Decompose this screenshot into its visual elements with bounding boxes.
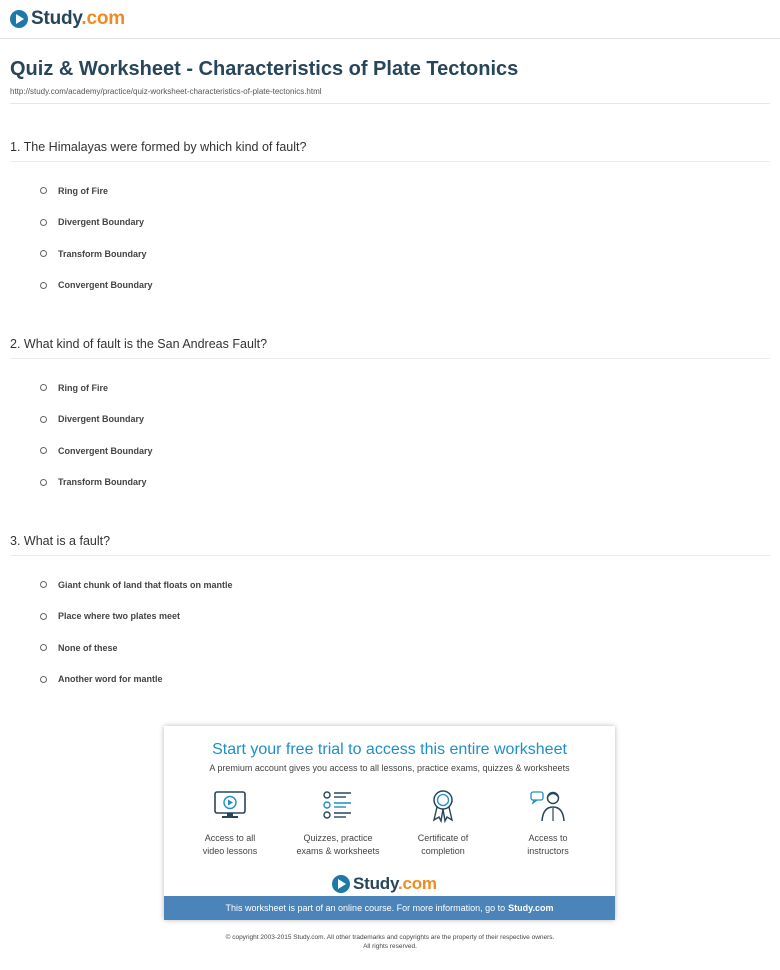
answer-option[interactable] xyxy=(40,467,770,499)
radio-button-icon[interactable] xyxy=(40,479,47,486)
feature-certificate xyxy=(387,788,499,858)
question-divider xyxy=(10,555,770,556)
answer-label: Divergent Boundary xyxy=(58,217,145,228)
answer-option[interactable] xyxy=(40,372,770,404)
logo-text: Study.com xyxy=(353,874,437,893)
answer-label: None of these xyxy=(58,642,118,653)
feature-quizzes xyxy=(282,788,394,858)
certificate-icon xyxy=(423,788,463,824)
answer-option[interactable] xyxy=(40,601,770,633)
instructor-icon xyxy=(528,788,568,824)
radio-button-icon[interactable] xyxy=(40,416,47,423)
title-divider xyxy=(10,103,770,104)
answer-label: Ring of Fire xyxy=(58,382,108,393)
answer-option[interactable] xyxy=(40,569,770,601)
page-url: http://study.com/academy/practice/quiz-worksheet-characteristics-of-plate-tectonics.html xyxy=(10,87,322,96)
question-divider xyxy=(10,358,770,359)
promo-title[interactable]: Start your free trial to access this entire worksheet xyxy=(212,741,567,758)
logo-text: Study.com xyxy=(31,8,125,29)
question-1 xyxy=(10,138,770,301)
radio-button-icon[interactable] xyxy=(40,644,47,651)
answer-label: Ring of Fire xyxy=(58,185,108,196)
radio-button-icon[interactable] xyxy=(40,384,47,391)
question-text: 1. The Himalayas were formed by which kind of fault? xyxy=(10,140,307,154)
feature-instructors xyxy=(492,788,604,858)
page-title: Quiz & Worksheet - Characteristics of Plate Tectonics xyxy=(10,58,519,80)
answer-label: Place where two plates meet xyxy=(58,611,181,622)
question-2 xyxy=(10,335,770,498)
answer-label: Transform Boundary xyxy=(58,248,147,259)
promo-subtitle: A premium account gives you access to all lessons, practice exams, quizzes & worksheets xyxy=(209,763,570,773)
copyright-notice: © copyright 2003-2015 Study.com. All other trademarks and copyrights are the property of their respective owners. All rights reserved. xyxy=(225,934,555,950)
video-lesson-icon xyxy=(210,788,250,824)
feature-label: Quizzes, practice exams & worksheets xyxy=(296,833,380,856)
answer-option[interactable] xyxy=(40,664,770,696)
free-trial-promo xyxy=(164,726,615,920)
promo-info-bar xyxy=(164,896,615,920)
promo-bar-text: This worksheet is part of an online course. For more information, go to xyxy=(225,903,506,913)
answer-label: Transform Boundary xyxy=(58,477,147,488)
answer-option[interactable] xyxy=(40,270,770,302)
question-3 xyxy=(10,532,770,695)
radio-button-icon[interactable] xyxy=(40,613,47,620)
question-text: 3. What is a fault? xyxy=(10,534,111,548)
answer-label: Divergent Boundary xyxy=(58,414,145,425)
answer-options xyxy=(10,175,770,301)
study-link[interactable]: Study.com xyxy=(508,903,554,913)
radio-button-icon[interactable] xyxy=(40,581,47,588)
feature-label: Access to instructors xyxy=(527,833,569,856)
radio-button-icon[interactable] xyxy=(40,187,47,194)
answer-label: Giant chunk of land that floats on mantle xyxy=(58,579,233,590)
answer-option[interactable] xyxy=(40,435,770,467)
answer-option[interactable] xyxy=(40,404,770,436)
promo-study-logo[interactable] xyxy=(332,874,437,894)
play-logo-icon xyxy=(10,10,28,28)
play-logo-icon xyxy=(332,875,350,893)
answer-label: Another word for mantle xyxy=(58,674,163,685)
answer-option[interactable] xyxy=(40,175,770,207)
answer-option[interactable] xyxy=(40,632,770,664)
answer-options xyxy=(10,569,770,695)
question-divider xyxy=(10,161,770,162)
radio-button-icon[interactable] xyxy=(40,250,47,257)
feature-video-lessons xyxy=(174,788,286,858)
radio-button-icon[interactable] xyxy=(40,447,47,454)
answer-option[interactable] xyxy=(40,238,770,270)
header-divider xyxy=(0,38,780,39)
question-text: 2. What kind of fault is the San Andreas Fault? xyxy=(10,337,268,351)
answer-label: Convergent Boundary xyxy=(58,280,153,291)
quiz-list-icon xyxy=(318,788,358,824)
radio-button-icon[interactable] xyxy=(40,282,47,289)
feature-label: Access to all video lessons xyxy=(202,833,258,856)
answer-label: Convergent Boundary xyxy=(58,445,153,456)
radio-button-icon[interactable] xyxy=(40,676,47,683)
answer-option[interactable] xyxy=(40,207,770,239)
feature-label: Certificate of completion xyxy=(417,833,469,856)
answer-options xyxy=(10,372,770,498)
study-logo[interactable] xyxy=(10,8,125,30)
radio-button-icon[interactable] xyxy=(40,219,47,226)
